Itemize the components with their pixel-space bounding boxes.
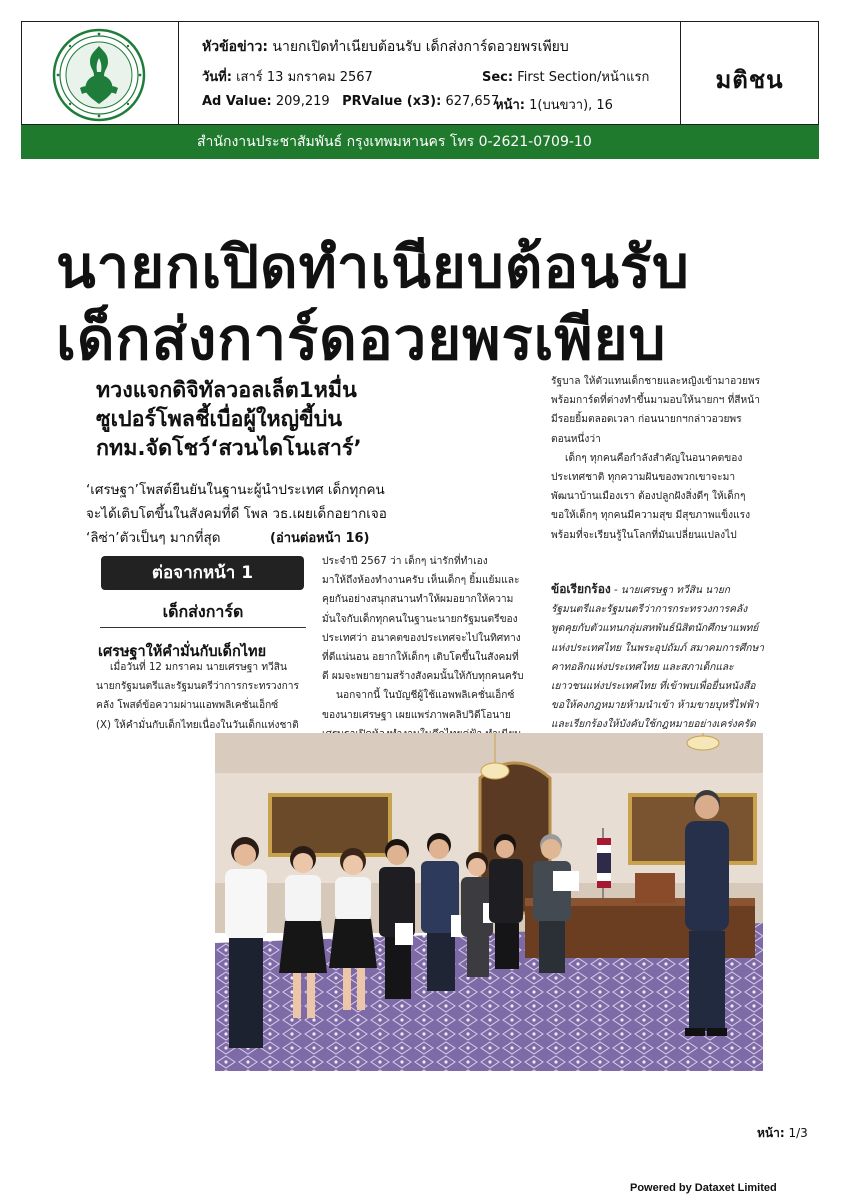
- page-meta-label: หน้า:: [495, 98, 525, 113]
- date-meta-label: วันที่:: [202, 70, 232, 85]
- text-line: ขอให้คงกฎหมายห้ามนำเข้า ห้ามขายบุหรี่ไฟฟ้า: [551, 700, 759, 712]
- news-photo: [215, 733, 763, 1071]
- headline-line-2: เด็กส่งการ์ดอวยพรเพียบ: [56, 305, 667, 373]
- powered-by: Powered by Dataxet Limited: [630, 1182, 777, 1194]
- deck-line-2: จะได้เติบโตขึ้นในสังคมที่ดี โพล วธ.เผยเด็กอยากเจอ: [86, 506, 387, 522]
- text-line: พัฒนาบ้านเมืองเรา ต้องปลูกฝังสิ่งดีๆ ให้เด็กๆ: [551, 491, 746, 503]
- date-meta: [202, 66, 373, 87]
- text-line: [551, 580, 773, 600]
- subhead-line-3: กทม.จัดโชว์‘สวนไดโนเสาร์’: [96, 436, 362, 461]
- value-meta: [202, 94, 499, 109]
- text-line: รัฐมนตรีและรัฐมนตรีว่าการกระทรวงการคลัง: [551, 604, 748, 616]
- text-line: พร้อมที่จะเรียนรู้ในโลกที่มันเปลี่ยนแปลงไป: [551, 529, 737, 541]
- date-meta-value: เสาร์ 13 มกราคม 2567: [236, 70, 373, 85]
- headline-meta: [202, 36, 569, 58]
- column-label: เด็กส่งการ์ด: [100, 596, 306, 628]
- left-column-text: [96, 658, 312, 735]
- ad-value: 209,219: [275, 94, 330, 109]
- office-bar: สำนักงานประชาสัมพันธ์ กรุงเทพมหานคร โทร 0-2621-0709-10: [21, 125, 819, 159]
- section-meta-value: First Section/หน้าแรก: [517, 70, 650, 85]
- deck-line-3: ‘ลิซ่า’ตัวเป็นๆ มากที่สุด: [86, 530, 221, 546]
- page-meta-value: 1(บนขวา), 16: [529, 98, 613, 113]
- text-line: ของนายเศรษฐา เผยแพร่ภาพคลิปวิดีโอนาย: [322, 709, 511, 721]
- continued-from-box: ต่อจากหน้า 1: [101, 556, 304, 590]
- section-meta: [482, 66, 649, 87]
- page-number-value: 1/3: [788, 1126, 808, 1140]
- logo-cell: [22, 22, 179, 124]
- text-line: ประเทศว่า อนาคตของประเทศจะไปในทิศทาง: [322, 632, 521, 644]
- text-line: (X) ให้คำมั่นกับเด็กไทยเนื่องในวันเด็กแห่งชาติ: [96, 719, 299, 731]
- clipping-header: [21, 21, 819, 125]
- text-line: คาทอลิกแห่งประเทศไทย และสภาเด็กและ: [551, 661, 734, 673]
- text-line: นายกรัฐมนตรีและรัฐมนตรีว่าการกระทรวงการ: [96, 681, 299, 693]
- meta-cell: [179, 22, 681, 124]
- deck-line-1: ‘เศรษฐา’โพสต์ยืนยันในฐานะผู้นำประเทศ เด็กทุกคน: [86, 482, 385, 498]
- subhead-line-2: ซูเปอร์โพลชี้เบื่อผู้ใหญ่ขี้บ่น: [96, 407, 343, 432]
- text-line: ตอนหนึ่งว่า: [551, 433, 601, 445]
- pr-value: 627,657: [445, 94, 500, 109]
- text-line: ขอให้เด็กๆ ทุกคนมีความสุข มีสุขภาพแข็งแรง: [551, 510, 751, 522]
- caption-first-line: - นายเศรษฐา ทวีสิน นายก: [610, 585, 730, 596]
- caption-lead: ข้อเรียกร้อง: [551, 582, 611, 596]
- publication-cell: [681, 22, 818, 124]
- text-line: นอกจากนี้ ในบัญชีผู้ใช้แอพพลิเคชั่นเอ็กซ์: [336, 690, 515, 702]
- continued-reference: (อ่านต่อหน้า 16): [270, 531, 370, 546]
- subhead-line-1: ทวงแจกดิจิทัลวอลเล็ต1หมื่น: [96, 378, 357, 403]
- pr-value-label: PRValue (x3):: [342, 94, 442, 109]
- text-line: รัฐบาล ให้ตัวแทนเด็กชายและหญิงเข้ามาอวยพร: [551, 376, 761, 387]
- headline-meta-label: หัวข้อข่าว:: [202, 39, 268, 55]
- text-line: ประจำปี 2567 ว่า เด็กๆ น่ารักที่ทำเอง: [322, 556, 488, 567]
- text-line: มีรอยยิ้มตลอดเวลา ก่อนนายกฯกล่าวอวยพร: [551, 414, 742, 426]
- headline-line-1: นายกเปิดทำเนียบต้อนรับ: [56, 233, 690, 301]
- text-line: มั่นใจกับเด็กทุกคนในฐานะนายกรัฐมนตรีของ: [322, 613, 518, 625]
- page-number-label: หน้า:: [757, 1126, 785, 1140]
- text-line: เด็กๆ ทุกคนคือกำลังสำคัญในอนาคตของ: [565, 452, 743, 464]
- bma-seal-icon: [52, 28, 146, 122]
- text-line: พร้อมการ์ดที่ต่างทำขึ้นมามอบให้นายกฯ ที่สีหน้า: [551, 395, 760, 407]
- ad-value-label: Ad Value:: [202, 94, 272, 109]
- headline-meta-value: นายกเปิดทำเนียบต้อนรับ เด็กส่งการ์ดอวยพรเพียบ: [272, 39, 569, 55]
- publication-name: มติชน: [715, 67, 784, 94]
- text-line: และเรียกร้องให้บังคับใช้กฎหมายอย่างเคร่งครัด: [551, 719, 756, 731]
- column-subhead: เศรษฐาให้คำมั่นกับเด็กไทย: [98, 644, 267, 660]
- text-line: คลัง โพสต์ข้อความผ่านแอพพลิเคชั่นเอ็กซ์: [96, 700, 279, 712]
- section-meta-label: Sec:: [482, 70, 514, 85]
- text-line: คุยกันอย่างสนุกสนานทำให้ผมอยากให้ความ: [322, 594, 514, 606]
- text-line: เยาวชนแห่งประเทศไทย ที่เข้าพบเพื่อยื่นหนังสือ: [551, 681, 756, 693]
- text-line: ดี ผมจะพยายามสร้างสังคมนั้นให้กับทุกคนครับ: [322, 671, 524, 683]
- text-line: ประเทศชาติ ทุกความฝันของพวกเขาจะมา: [551, 472, 736, 484]
- middle-column-text: [322, 552, 540, 744]
- text-line: มาให้ถึงห้องทำงานครับ เห็นเด็กๆ ยิ้มแย้มและ: [322, 575, 520, 587]
- page-meta: [495, 94, 613, 115]
- page-number: [757, 1124, 808, 1143]
- right-column-text: [551, 372, 773, 545]
- text-line: เมื่อวันที่ 12 มกราคม นายเศรษฐา ทวีสิน: [110, 662, 287, 673]
- text-line: พูดคุยกับตัวแทนกลุ่มสหพันธ์นิสิตนักศึกษาแพทย์: [551, 623, 759, 635]
- text-line: ที่ดีแน่นอน อยากให้เด็กๆ เติบโตขึ้นในสังคมที่: [322, 652, 519, 664]
- text-line: แห่งประเทศไทย ในพระอุปถัมภ์ สมาคมการศึกษา: [551, 642, 765, 654]
